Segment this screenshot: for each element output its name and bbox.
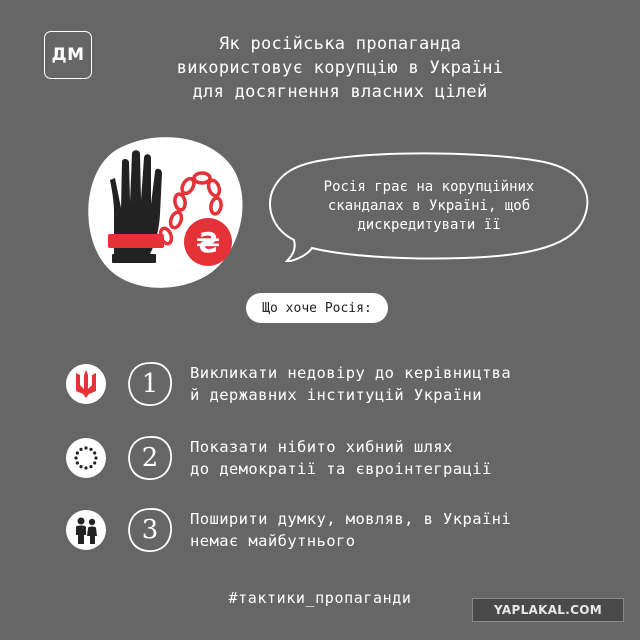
eu-star bbox=[76, 451, 79, 454]
goal-row-1 bbox=[64, 360, 604, 410]
eu-star bbox=[74, 456, 77, 459]
goal-row-2 bbox=[64, 434, 604, 484]
speech-bubble bbox=[264, 152, 594, 262]
svg-text:₴: ₴ bbox=[195, 226, 221, 259]
eu-star bbox=[89, 448, 92, 451]
goal-line: й державних інституцій України bbox=[190, 386, 482, 404]
goal-text bbox=[190, 362, 511, 406]
goal-number: 1 bbox=[141, 369, 159, 399]
bubble-line-2: скандалах в Україні, щоб bbox=[327, 198, 531, 214]
bubble-line-3: дискредитувати її bbox=[357, 217, 501, 233]
eu-star bbox=[93, 461, 96, 464]
watermark: YAPLAKAL.COM bbox=[472, 598, 624, 622]
goal-line: Викликати недовіру до керівництва bbox=[190, 364, 512, 382]
goal-text bbox=[190, 508, 511, 552]
eu-stars-circle-icon bbox=[66, 438, 106, 478]
eu-star bbox=[94, 456, 97, 459]
goal-text bbox=[190, 436, 492, 480]
hero-illustration bbox=[84, 132, 244, 292]
eu-star bbox=[84, 446, 87, 449]
goal-line: до демократії та євроінтеграції bbox=[190, 460, 492, 478]
goal-number-badge bbox=[126, 506, 174, 554]
eu-star bbox=[89, 465, 92, 468]
goal-number-badge bbox=[126, 360, 174, 408]
eu-star bbox=[76, 461, 79, 464]
bubble-text bbox=[264, 178, 594, 235]
goal-line: немає майбутнього bbox=[190, 532, 356, 550]
goal-line: Поширити думку, мовляв, в Україні bbox=[190, 510, 512, 528]
eu-star bbox=[93, 451, 96, 454]
title-line-1: Як російська пропаганда bbox=[218, 34, 462, 54]
ukraine-trident-icon bbox=[66, 364, 106, 404]
people-couple-icon bbox=[66, 510, 106, 550]
hryvnia-coin-icon bbox=[184, 218, 232, 266]
goal-number-badge bbox=[126, 434, 174, 482]
title-line-3: для досягнення власних цілей bbox=[192, 82, 488, 102]
goal-row-3 bbox=[64, 506, 604, 556]
hashtag: #тактики_пропаганди bbox=[228, 589, 412, 607]
eu-star bbox=[79, 465, 82, 468]
title-line-2: використовує корупцію в Україні bbox=[176, 58, 504, 78]
page-title bbox=[120, 32, 560, 104]
brand-logo: ДМ bbox=[44, 31, 92, 79]
goal-number: 3 bbox=[141, 515, 159, 545]
goal-number: 2 bbox=[141, 443, 159, 473]
section-label-pill: Що хоче Росія: bbox=[246, 293, 388, 323]
eu-star bbox=[84, 466, 87, 469]
eu-star bbox=[79, 448, 82, 451]
goal-line: Показати нібито хибний шлях bbox=[190, 438, 453, 456]
bubble-line-1: Росія грає на корупційних bbox=[323, 179, 535, 195]
